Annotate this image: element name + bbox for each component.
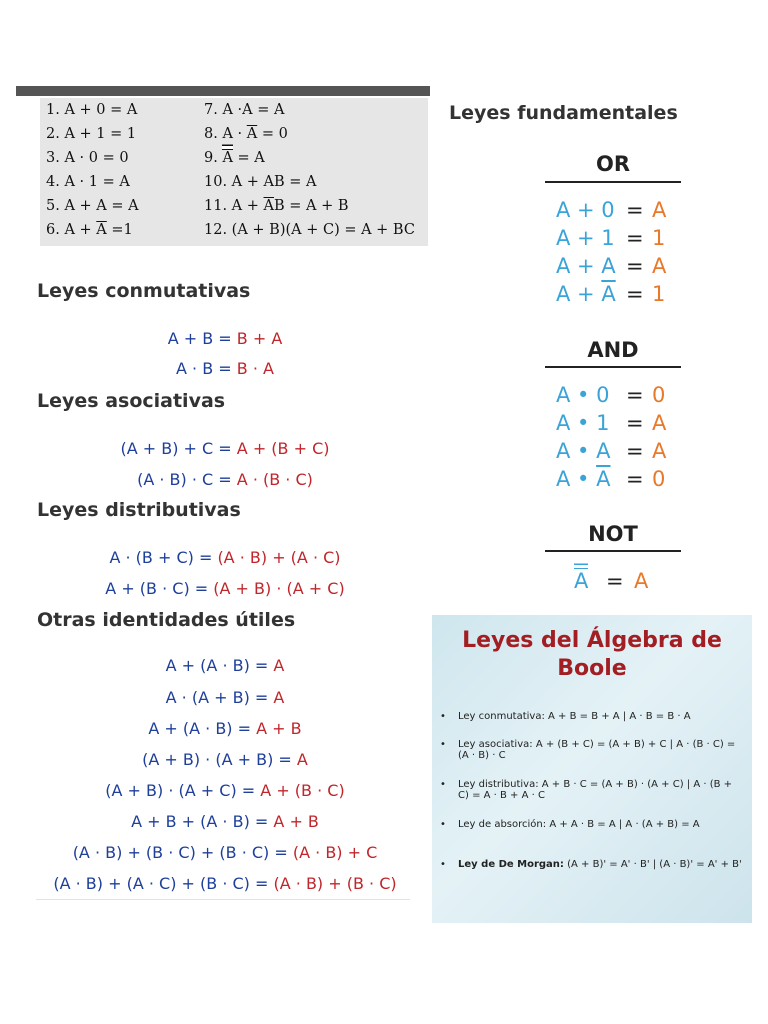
eq-conmutativa-1: A + B = B + A bbox=[167, 329, 283, 348]
eq-distributiva-1: A · (B + C) = (A · B) + (A · C) bbox=[109, 548, 341, 567]
law-4: 4. A · 1 = A bbox=[46, 174, 130, 190]
law-11: 11. $A + \overline{A}B = A + B$ bbox=[204, 198, 349, 214]
and-underline bbox=[545, 366, 681, 368]
eq-otra-7: (A · B) + (B · C) + (B · C) = (A · B) + C bbox=[72, 843, 378, 862]
eq-otra-8: (A · B) + (A · C) + (B · C) = (A · B) + (B · C) bbox=[53, 874, 397, 893]
leyes-fundamentales-title: Leyes fundamentales bbox=[449, 102, 678, 124]
law-6: 6. $A + \overline{A} =1$ bbox=[46, 222, 133, 238]
heading-otras: Otras identidades útiles bbox=[37, 609, 296, 631]
eq-asociativa-2: (A · B) · C = A · (B · C) bbox=[137, 470, 313, 489]
law-1: 1. A + 0 = A bbox=[46, 102, 138, 118]
heading-asociativas: Leyes asociativas bbox=[37, 390, 226, 412]
top-divider-bar bbox=[16, 86, 430, 96]
or-row-2: A + 1 = 1 bbox=[556, 226, 666, 250]
eq-otra-5: (A + B) · (A + C) = A + (B · C) bbox=[105, 781, 345, 800]
and-row-4: A • $\overline{A}$ = 0 bbox=[556, 467, 666, 491]
law-12: 12. (A + B)(A + C) = A + BC bbox=[204, 222, 415, 238]
or-underline bbox=[545, 181, 681, 183]
and-heading: AND bbox=[587, 338, 639, 362]
not-row: A = A bbox=[574, 569, 649, 593]
eq-distributiva-2: A + (B · C) = (A + B) · (A + C) bbox=[105, 579, 345, 598]
eq-conmutativa-2: A · B = B · A bbox=[176, 359, 274, 378]
eq-otra-1: A + (A · B) = A bbox=[165, 656, 285, 675]
bottom-divider bbox=[36, 899, 410, 900]
boole-laws-card: Leyes del Álgebra de Boole • Ley conmutativa: A + B = B + A | A · B = B · A • Ley asociativa: A + (B + C) = (A + B) + C | A · (B · C) = (A · B) · C • Ley distributiva: A + B · C = (A + B) · (A + C) | A · (B + C) = A · B + A · C • Ley de absorción: A + A · B = A | A · (A + B) = A • Ley de De Morgan: (A + B)' = A' · B' | (A · B)' = A' + B' bbox=[432, 615, 752, 923]
or-row-4: $A + \overline{A}$ = 1 bbox=[556, 282, 666, 306]
eq-otra-6: A + B + (A · B) = A + B bbox=[131, 812, 319, 831]
eq-asociativa-1: (A + B) + C = A + (B + C) bbox=[120, 439, 330, 458]
not-underline bbox=[545, 550, 681, 552]
or-heading: OR bbox=[595, 152, 631, 176]
heading-distributivas: Leyes distributivas bbox=[37, 499, 241, 521]
eq-otra-3: A + (A · B) = A + B bbox=[148, 719, 302, 738]
not-heading: NOT bbox=[588, 522, 638, 546]
law-7: 7. A ·A = A bbox=[204, 102, 285, 118]
eq-otra-4: (A + B) · (A + B) = A bbox=[142, 750, 308, 769]
eq-otra-2: A · (A + B) = A bbox=[165, 688, 285, 707]
and-row-3: A • A = A bbox=[556, 439, 667, 463]
heading-conmutativas: Leyes conmutativas bbox=[37, 280, 251, 302]
and-row-1: A • 0 = 0 bbox=[556, 383, 666, 407]
law-2: 2. A + 1 = 1 bbox=[46, 126, 137, 142]
law-3: 3. A · 0 = 0 bbox=[46, 150, 129, 166]
and-row-2: A • 1 = A bbox=[556, 411, 667, 435]
boole-card-title: Leyes del Álgebra de Boole bbox=[462, 628, 722, 681]
law-9: 9. A = A bbox=[204, 150, 265, 166]
or-row-3: A + A = A bbox=[556, 254, 667, 278]
fundamental-laws-table bbox=[40, 98, 428, 246]
law-10: 10. A + AB = A bbox=[204, 174, 317, 190]
law-5: 5. A + A = A bbox=[46, 198, 139, 214]
law-8: 8. $A \cdot \overline{A} = 0$ bbox=[204, 126, 288, 142]
or-row-1: A + 0 = A bbox=[556, 198, 667, 222]
